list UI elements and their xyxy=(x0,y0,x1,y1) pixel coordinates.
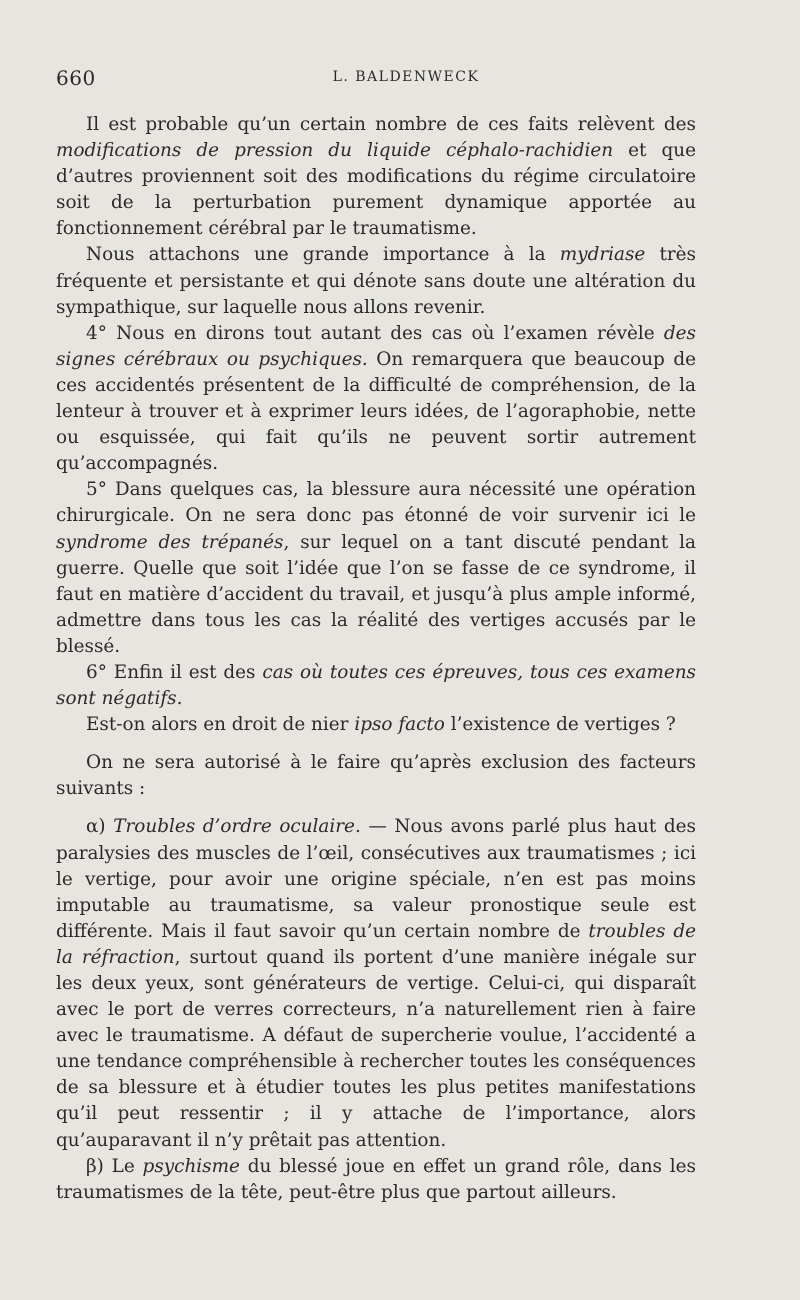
text-run: Nous attachons une grande importance à la xyxy=(86,244,560,266)
running-head-author: L. BALDENWECK xyxy=(332,69,480,85)
text-run: du blessé joue en effet un grand rôle, dans les traumatismes de la tête, peut-être plus que partout ailleurs. xyxy=(56,1155,696,1203)
text-run: , sur lequel on a tant discuté pendant la guerre. Quelle que soit l’idée que l’on se fasse de ce syndrome, il faut en matière d’accident du travail, et jusqu’à plus ample informé, admettre dans tous les cas la réalité des vertiges accusés par le blessé. xyxy=(56,531,696,657)
text-run: α) xyxy=(86,816,114,838)
italic-text: des signes cérébraux ou psychiques. xyxy=(56,322,696,370)
text-run: Il est probable qu’un certain nombre de ces faits relèvent des xyxy=(86,114,696,135)
text-run: , surtout quand ils portent d’une manière inégale sur les deux yeux, sont générateurs de vertige. Celui-ci, qui disparaît avec le port de verres correcteurs, n’a naturellement rien à faire avec le traumatisme. A défaut de supercherie voulue, l’accidenté a une tendance compréhensible à rechercher toutes les conséquences de sa blessure et à étudier toutes les plus petites manifestations qu’il peut ressentir ; il y attache de l’importance, alors qu’auparavant il n’y prêtait pas attention. xyxy=(56,946,696,1151)
paragraph xyxy=(56,712,696,738)
text-run: l’existence de vertiges ? xyxy=(444,714,676,736)
paragraph xyxy=(56,242,696,320)
text-run: On remarquera que beaucoup de ces accidentés présentent de la difficulté de compréhension, de la lenteur à trouver et à exprimer leurs idées, de l’agoraphobie, nette ou esquissée, qui fait qu’ils ne peuvent sortir autrement qu’accompagnés. xyxy=(56,348,696,475)
text-run: et que d’autres proviennent soit des modifications du régime circulatoire soit de la perturbation purement dynamique apportée au fonctionnement cérébral par le traumatisme. xyxy=(56,140,696,240)
text-run: On ne sera autorisé à le faire qu’après exclusion des facteurs suivants : xyxy=(56,752,696,800)
italic-text: troubles de la réfraction xyxy=(56,920,696,968)
italic-text: cas où toutes ces épreuves, tous ces examens sont négatifs. xyxy=(56,661,696,710)
paragraph xyxy=(56,321,696,478)
text-run: 6° Enfin il est des xyxy=(86,661,263,683)
page-number: 660 xyxy=(56,66,96,90)
paragraph xyxy=(56,750,696,802)
text-run: 4° Nous en dirons tout autant des cas où l’examen révèle xyxy=(86,322,664,344)
text-run: — Nous avons parlé plus haut des paralysies des muscles de l’œil, consécutives aux traumatismes ; ici le vertige, pour avoir une origine spéciale, n’en est pas moins imputable au traumatisme, sa valeur pronostique seule est différente. Mais il faut savoir qu’un certain nombre de xyxy=(56,816,696,942)
paragraph xyxy=(56,112,696,242)
text-run: 5° Dans quelques cas, la blessure aura nécessité une opération chirurgicale. On ne sera donc pas étonné de voir survenir ici le xyxy=(56,479,696,527)
running-head xyxy=(56,66,696,90)
italic-text: Troubles d’ordre oculaire. xyxy=(113,816,361,838)
text-run: Est-on alors en droit de nier xyxy=(86,714,355,736)
paragraph xyxy=(56,1154,696,1206)
italic-text: mydriase xyxy=(559,244,646,266)
text-run: β) Le xyxy=(86,1155,143,1177)
text-run: très fréquente et persistante et qui dénote sans doute une altération du sympathique, sur laquelle nous allons revenir. xyxy=(56,244,696,318)
body-text xyxy=(56,112,696,1206)
paragraph xyxy=(56,660,696,712)
italic-text: psychisme xyxy=(142,1155,240,1177)
italic-text: ipso facto xyxy=(354,714,445,736)
italic-text: modifications de pression du liquide céphalo-rachidien xyxy=(56,140,614,162)
paragraph xyxy=(56,814,696,1153)
paragraph xyxy=(56,477,696,660)
italic-text: syndrome des trépanés xyxy=(56,531,284,553)
